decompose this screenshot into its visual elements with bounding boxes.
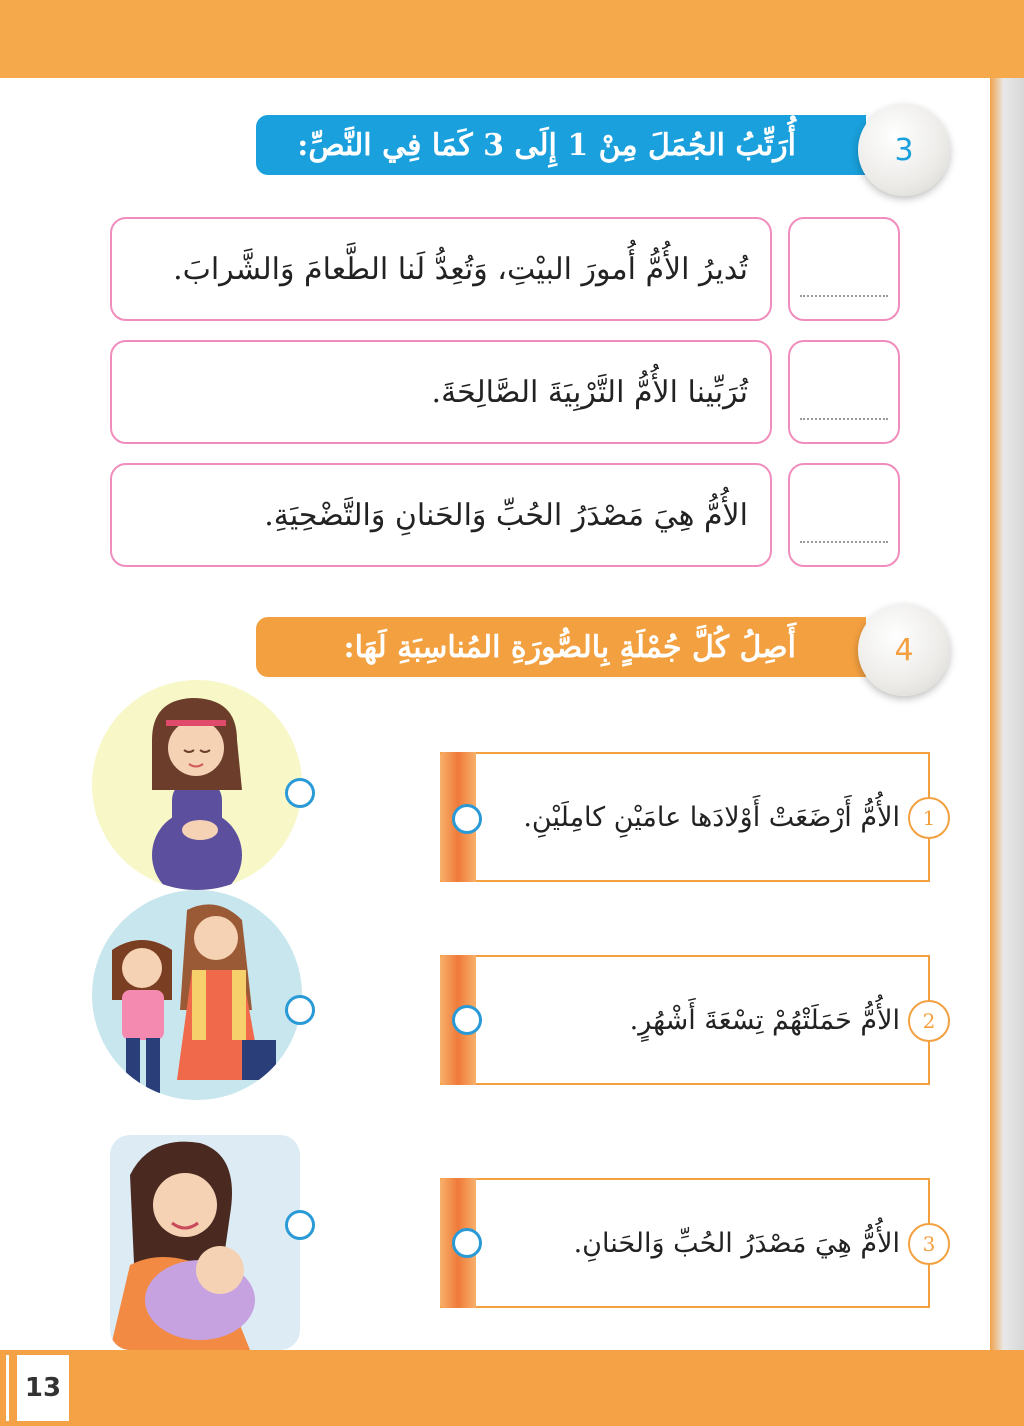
card-1-connector-dot[interactable] [452, 804, 482, 834]
pregnant-mother-illustration [92, 680, 302, 890]
page-edge-shade [990, 78, 1024, 1350]
section3-number-badge: 3 [858, 104, 950, 196]
picture-3-connector-dot[interactable] [285, 1210, 315, 1240]
section4-title: أَصِلُ كُلَّ جُمْلَةٍ بِالصُّورَةِ المُناسِبَةِ لَهَا: [256, 617, 866, 677]
section4-number-badge: 4 [858, 604, 950, 696]
picture-1-connector-dot[interactable] [285, 778, 315, 808]
section3-answer-box-3[interactable] [788, 463, 900, 567]
item-number-1: 1 [908, 797, 950, 839]
section3-answer-box-1[interactable] [788, 217, 900, 321]
page-number: 13 [14, 1355, 69, 1421]
mother-and-daughter-illustration [92, 890, 302, 1100]
card-3-connector-dot[interactable] [452, 1228, 482, 1258]
item-number-3: 3 [908, 1223, 950, 1265]
section3-sentence-3: الأُمُّ هِيَ مَصْدَرُ الحُبِّ وَالحَنانِ وَالتَّضْحِيَةِ. [110, 463, 772, 567]
footer-bar [0, 1350, 1024, 1426]
answer-dotted-line [800, 541, 888, 543]
footer-divider [6, 1355, 9, 1421]
answer-dotted-line [800, 418, 888, 420]
section4-sentence-1: الأُمُّ أَرْضَعَتْ أَوْلادَها عامَيْنِ كامِلَيْنِ. [523, 801, 900, 833]
picture-2-connector-dot[interactable] [285, 995, 315, 1025]
section3-answer-box-2[interactable] [788, 340, 900, 444]
section3-title: أُرَتِّبُ الجُمَلَ مِنْ 1 إِلَى 3 كَمَا فِي النَّصِّ: [256, 115, 866, 175]
item-number-2: 2 [908, 1000, 950, 1042]
section3-sentence-2: تُرَبِّينا الأُمُّ التَّرْبِيَةَ الصَّالِحَةَ. [110, 340, 772, 444]
section4-sentence-2: الأُمُّ حَمَلَتْهُمْ تِسْعَةَ أَشْهُرٍ. [629, 1004, 900, 1036]
answer-dotted-line [800, 295, 888, 297]
section4-sentence-3: الأُمُّ هِيَ مَصْدَرُ الحُبِّ وَالحَنانِ. [573, 1227, 900, 1259]
mother-holding-baby-illustration [110, 1135, 300, 1350]
card-2-connector-dot[interactable] [452, 1005, 482, 1035]
section3-sentence-1: تُديرُ الأُمُّ أُمورَ البيْتِ، وَتُعِدُّ لَنا الطَّعامَ وَالشَّرابَ. [110, 217, 772, 321]
